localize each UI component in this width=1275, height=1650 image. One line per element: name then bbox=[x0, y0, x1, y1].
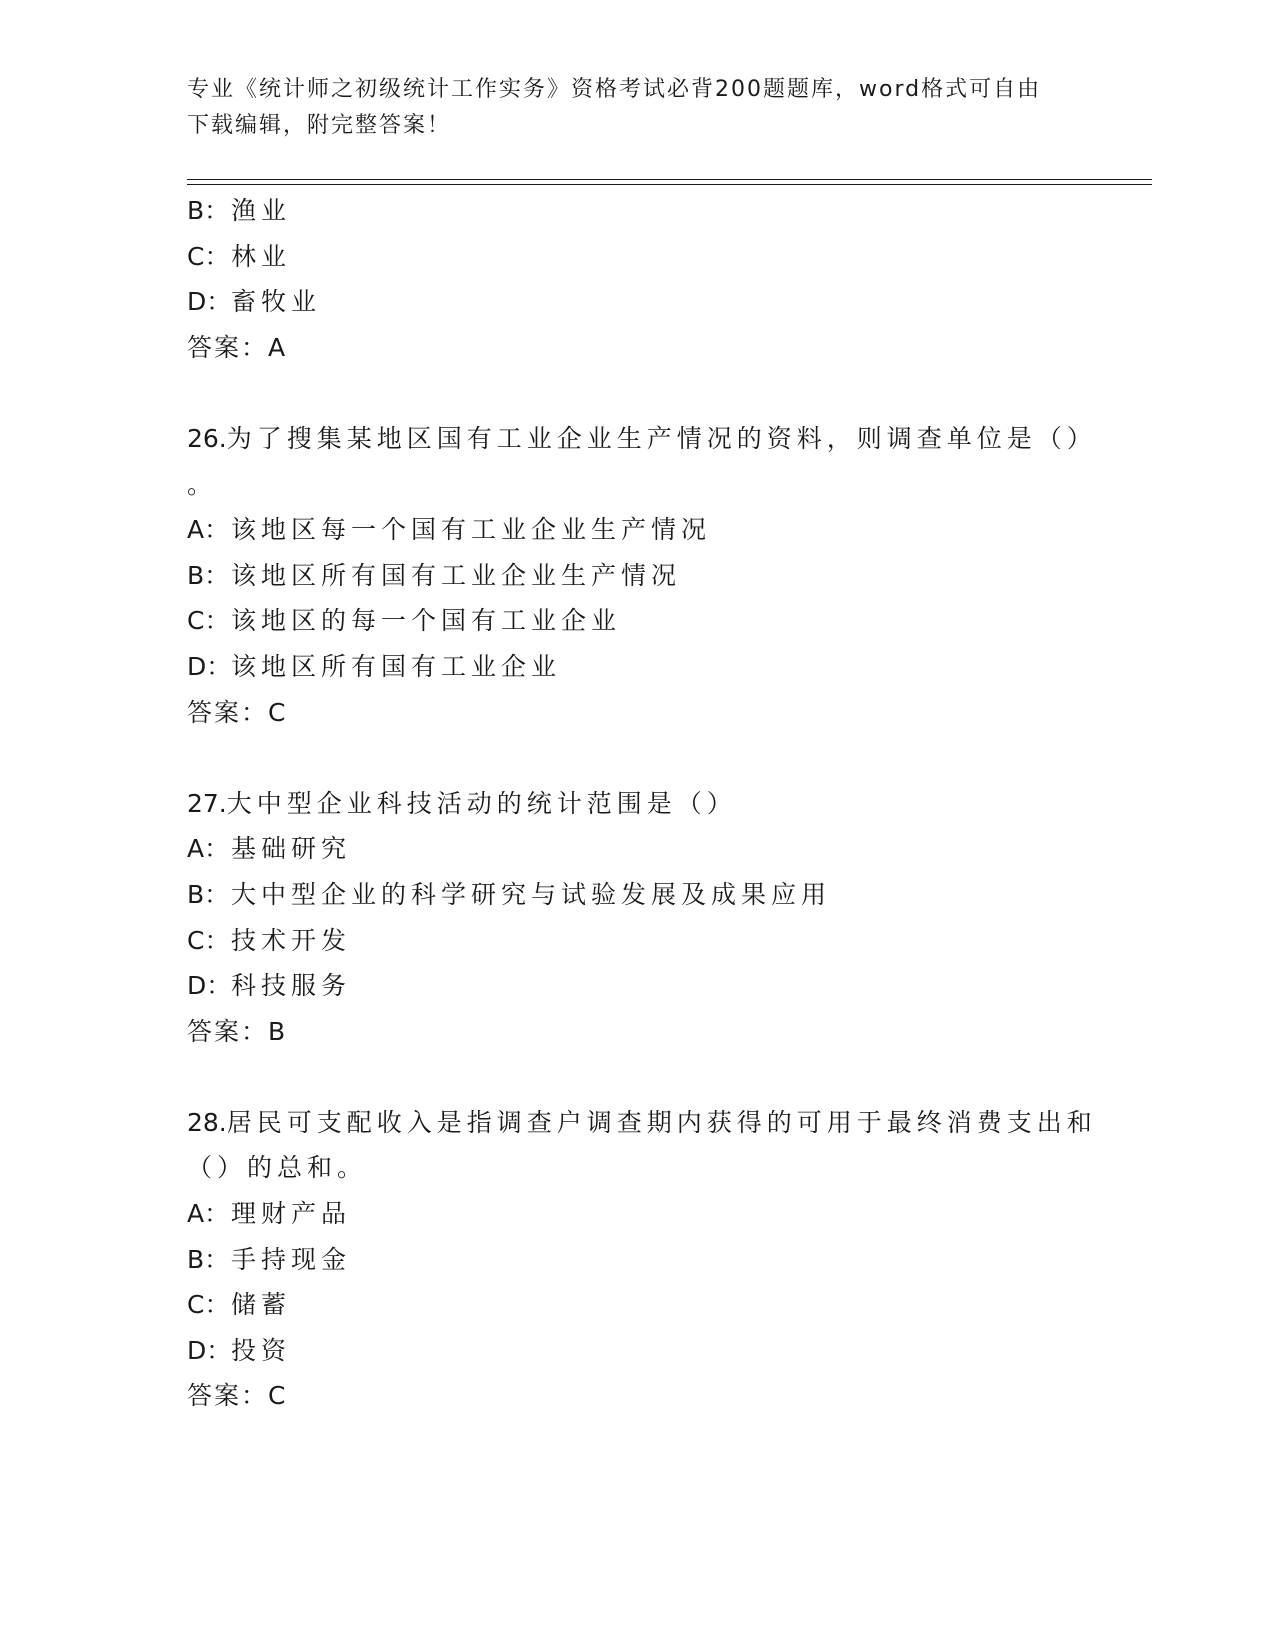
option-b bbox=[187, 553, 1147, 599]
option-text: 投资 bbox=[231, 1335, 292, 1365]
option-c bbox=[187, 1282, 1147, 1328]
option-c bbox=[187, 598, 1147, 644]
option-text: 林业 bbox=[231, 241, 292, 271]
question-spacer bbox=[187, 370, 1147, 416]
option-letter: A： bbox=[187, 515, 230, 545]
option-letter: A： bbox=[187, 834, 230, 864]
header-line-2: 下载编辑，附完整答案！ bbox=[187, 113, 452, 138]
question-number: 28. bbox=[187, 1107, 227, 1137]
option-text: 储蓄 bbox=[231, 1290, 292, 1320]
option-b bbox=[187, 1237, 1147, 1283]
answer-line: 答案：C bbox=[187, 697, 288, 727]
header-line-1: 专业《统计师之初级统计工作实务》资格考试必背200题题库，word格式可自由 bbox=[187, 77, 1042, 102]
answer-line: 答案：B bbox=[187, 1016, 288, 1046]
question-spacer bbox=[187, 735, 1147, 781]
question-28 bbox=[187, 1100, 1147, 1419]
option-letter: D： bbox=[187, 1335, 232, 1365]
answer-line: 答案：C bbox=[187, 1381, 288, 1411]
option-text: 该地区每一个国有工业企业生产情况 bbox=[231, 515, 712, 545]
question-number: 27. bbox=[187, 788, 227, 818]
question-spacer bbox=[187, 1054, 1147, 1100]
question-stem-text: 居民可支配收入是指调查户调查期内获得的可用于最终消费支出和 bbox=[226, 1107, 1097, 1137]
question-stem-continued: （）的总和。 bbox=[187, 1153, 368, 1183]
question-25-partial bbox=[187, 188, 1147, 370]
question-stem-text: 大中型企业科技活动的统计范围是（） bbox=[226, 788, 737, 818]
option-letter: B： bbox=[187, 879, 230, 909]
option-d bbox=[187, 1328, 1147, 1374]
option-text: 畜牧业 bbox=[231, 287, 322, 317]
option-letter: A： bbox=[187, 1199, 230, 1229]
option-letter: B： bbox=[187, 1244, 230, 1274]
option-text: 渔业 bbox=[231, 196, 292, 225]
option-a bbox=[187, 826, 1147, 872]
option-letter: C： bbox=[187, 1290, 230, 1320]
option-a bbox=[187, 507, 1147, 553]
option-letter: D： bbox=[187, 971, 232, 1001]
option-letter: C： bbox=[187, 241, 230, 271]
question-26 bbox=[187, 416, 1147, 735]
option-text: 该地区所有国有工业企业生产情况 bbox=[231, 560, 682, 590]
option-a bbox=[187, 1191, 1147, 1237]
option-text: 该地区的每一个国有工业企业 bbox=[231, 606, 622, 636]
option-c bbox=[187, 918, 1147, 964]
option-text: 技术开发 bbox=[231, 925, 352, 955]
header-divider-top bbox=[187, 179, 1152, 180]
option-letter: B： bbox=[187, 560, 230, 590]
option-d bbox=[187, 279, 1147, 325]
option-d bbox=[187, 963, 1147, 1009]
option-letter: C： bbox=[187, 606, 230, 636]
question-number: 26. bbox=[187, 423, 227, 453]
question-27 bbox=[187, 781, 1147, 1055]
option-b bbox=[187, 188, 1147, 234]
header-divider-bottom bbox=[187, 184, 1152, 185]
option-letter: D： bbox=[187, 287, 232, 317]
answer-line: 答案：A bbox=[187, 332, 288, 362]
option-letter: B： bbox=[187, 196, 230, 225]
document-header bbox=[187, 72, 1087, 144]
question-stem-continued: 。 bbox=[187, 469, 218, 499]
question-stem bbox=[187, 416, 1147, 462]
option-d bbox=[187, 644, 1147, 690]
question-stem bbox=[187, 781, 1147, 827]
option-letter: D： bbox=[187, 651, 232, 681]
question-stem bbox=[187, 1100, 1147, 1146]
option-text: 基础研究 bbox=[231, 834, 352, 864]
option-text: 理财产品 bbox=[231, 1199, 352, 1229]
option-b bbox=[187, 872, 1147, 918]
option-letter: C： bbox=[187, 925, 230, 955]
option-text: 手持现金 bbox=[231, 1244, 352, 1274]
question-stem-text: 为了搜集某地区国有工业企业生产情况的资料，则调查单位是（） bbox=[226, 423, 1097, 453]
option-text: 大中型企业的科学研究与试验发展及成果应用 bbox=[231, 879, 832, 909]
question-list bbox=[187, 188, 1147, 1419]
option-text: 科技服务 bbox=[231, 971, 352, 1001]
option-c bbox=[187, 234, 1147, 280]
option-text: 该地区所有国有工业企业 bbox=[231, 651, 562, 681]
